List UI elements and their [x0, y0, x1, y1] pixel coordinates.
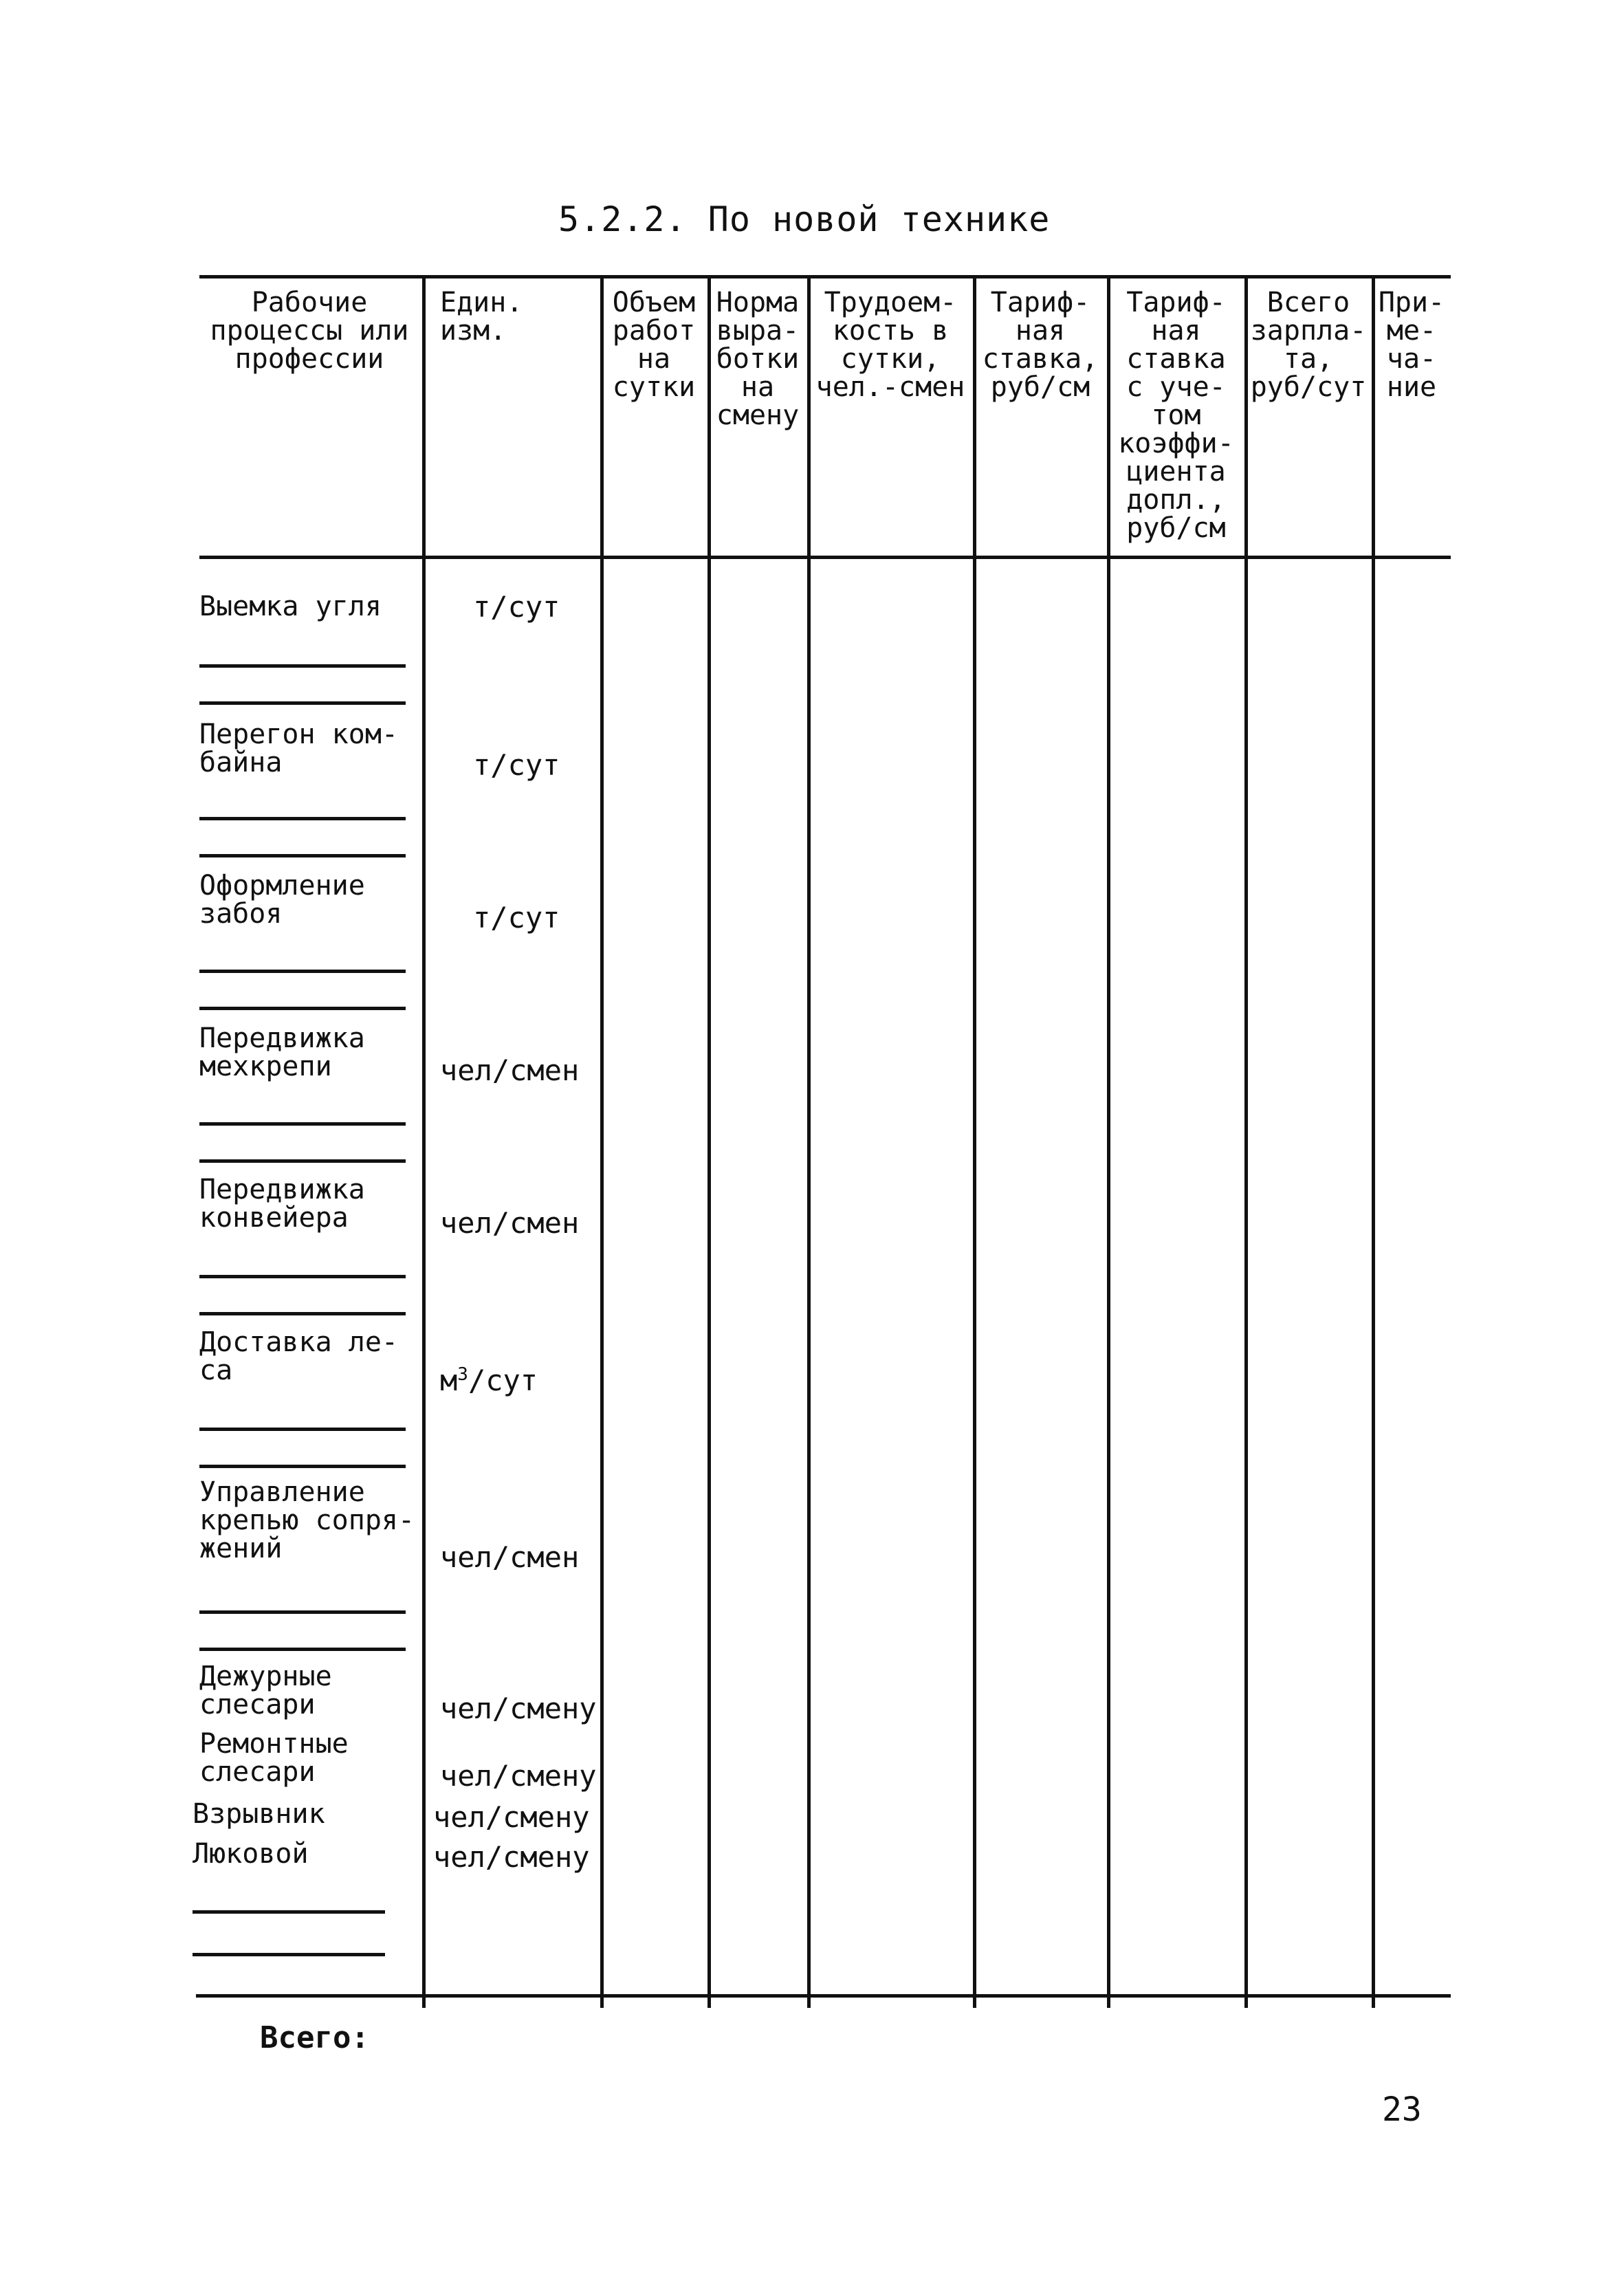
unit-rest: /сут	[468, 1364, 538, 1397]
row-process-label: Взрывник	[193, 1798, 325, 1830]
row-process-label: Доставка ле- са	[199, 1326, 398, 1386]
row-separator	[199, 1007, 406, 1010]
row-unit: чел/смену	[440, 1692, 597, 1725]
table-top-rule	[199, 275, 1451, 278]
total-label: Всего:	[260, 2020, 369, 2055]
row-unit: т/сут	[473, 590, 560, 624]
header-bottom-rule	[199, 556, 1451, 559]
row-separator	[199, 1648, 406, 1651]
row-process-label: Выемка угля	[199, 591, 382, 622]
header-labor: Трудоем- кость в сутки, чел.-смен	[815, 287, 965, 403]
header-volume: Объем работ на сутки	[612, 287, 696, 403]
column-divider	[807, 275, 811, 2008]
row-unit: т/сут	[473, 748, 560, 782]
row-unit: чел/смен	[440, 1206, 580, 1240]
column-divider	[422, 275, 426, 2008]
row-separator	[199, 970, 406, 973]
column-divider	[1372, 275, 1375, 2008]
column-divider	[600, 275, 604, 2008]
row-unit: чел/смену	[433, 1800, 590, 1834]
row-separator	[199, 664, 406, 668]
row-separator	[193, 1910, 385, 1914]
column-divider	[973, 275, 976, 2008]
row-separator	[199, 701, 406, 705]
table-bottom-rule	[196, 1994, 1451, 1998]
row-process-label: Передвижка конвейера	[199, 1174, 365, 1234]
row-process-label: Передвижка мехкрепи	[199, 1023, 365, 1082]
header-tariff-coef: Тариф- ная ставка с уче- том коэффи- циента допл., руб/см	[1118, 287, 1234, 544]
row-unit: чел/смен	[440, 1053, 580, 1087]
header-norm: Норма выра- ботки на смену	[716, 287, 800, 431]
row-separator	[199, 1428, 406, 1431]
row-process-label: Перегон ком- байна	[199, 719, 398, 778]
row-unit: чел/смен	[440, 1540, 580, 1574]
header-tariff: Тариф- ная ставка, руб/см	[982, 287, 1099, 403]
row-separator	[199, 1122, 406, 1126]
row-unit: чел/смену	[433, 1840, 590, 1874]
row-unit: чел/смену	[440, 1759, 597, 1793]
row-process-label: Ремонтные слесари	[199, 1728, 349, 1788]
row-process-label: Оформление забоя	[199, 870, 365, 930]
header-unit: Един. изм.	[440, 287, 523, 347]
row-separator	[199, 817, 406, 820]
header-total-pay: Всего зарпла- та, руб/сут	[1250, 287, 1367, 403]
unit-superscript: 3	[457, 1364, 468, 1385]
header-process: Рабочие процессы или профессии	[210, 287, 409, 375]
header-note: При- ме- ча- ние	[1378, 287, 1445, 403]
section-title: 5.2.2. По новой технике	[558, 199, 1051, 239]
page-number: 23	[1382, 2090, 1422, 2129]
row-separator	[199, 1312, 406, 1315]
unit-base: м	[440, 1364, 458, 1397]
row-separator	[199, 1275, 406, 1278]
row-separator	[199, 1159, 406, 1163]
row-unit	[440, 1360, 538, 1395]
row-process-label: Управление крепью сопря- жений	[199, 1476, 415, 1564]
row-process-label: Дежурные слесари	[199, 1661, 332, 1720]
row-separator	[193, 1953, 385, 1956]
column-divider	[707, 275, 711, 2008]
row-separator	[199, 1610, 406, 1614]
row-process-label: Люковой	[193, 1838, 309, 1870]
row-separator	[199, 854, 406, 857]
row-separator	[199, 1465, 406, 1468]
column-divider	[1244, 275, 1248, 2008]
row-unit: т/сут	[473, 901, 560, 934]
